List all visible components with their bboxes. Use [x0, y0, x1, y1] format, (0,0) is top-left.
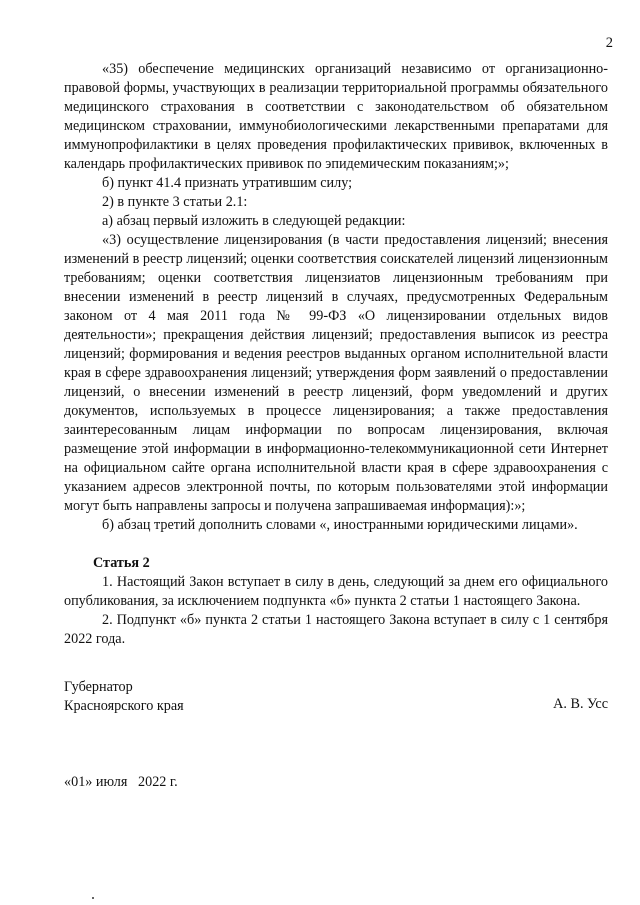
- document-body: [64, 60, 608, 649]
- signatory-title: [64, 678, 184, 716]
- article-2-item-2: 2. Подпункт «б» пункта 2 статьи 1 настоящего Закона вступает в силу с 1 сентября 2022 года.: [64, 612, 608, 647]
- paragraph-subpoint-a: а) абзац первый изложить в следующей редакции:: [102, 213, 406, 229]
- signatory-title-line-2: Красноярского края: [64, 698, 184, 714]
- signatory-title-line-1: Губернатор: [64, 679, 133, 695]
- paragraph-subpoint-b-2: б) абзац третий дополнить словами «, иностранными юридическими лицами».: [102, 517, 578, 533]
- paragraph-subpoint-b: б) пункт 41.4 признать утратившим силу;: [102, 175, 353, 191]
- paragraph-point-2: 2) в пункте 3 статьи 2.1:: [102, 194, 248, 210]
- page-number: 2: [605, 35, 613, 51]
- article-2-heading: Статья 2: [93, 555, 150, 571]
- paragraph-item-35: «35) обеспечение медицинских организаций независимо от организационно-правовой формы, участвующих в реализации территориальной программы обязательного медицинского страхования в соответствии с законодательством об обязательном медицинском страховании, иммунобиологическими лекарственными препаратами для иммунопрофилактики в целях проведения профилактических прививок, включенных в календарь профилактических прививок по эпидемическим показаниям;»;: [64, 61, 608, 172]
- stray-mark: [92, 897, 94, 899]
- signing-date: «01» июля 2022 г.: [64, 774, 178, 790]
- signatory-name: А. В. Усс: [553, 696, 608, 712]
- paragraph-licensing: «3) осуществление лицензирования (в части предоставления лицензий; внесения изменений в реестр лицензий; оценки соответствия соискателей лицензий лицензионным требованиям; оценки соответствия лицензиатов лицензионным требованиям при внесении изменений в реестр лицензий в случаях, предусмотренных Федеральным законом от 4 мая 2011 года № 99-ФЗ «О лицензировании отдельных видов деятельности»; прекращения действия лицензий; предоставления выписок из реестра лицензий; формирования и ведения реестров выданных органом исполнительной власти края в сфере здравоохранения лицензий; утверждения форм заявлений о предоставлении лицензий, о внесении изменений в реестр лицензий, форм уведомлений и других документов, используемых в процессе лицензирования; а также предоставления заинтересованным лицам информации по вопросам лицензирования, включая размещение этой информации в информационно-телекоммуникационной сети Интернет на официальном сайте органа исполнительной власти края в сфере здравоохранения с указанием адресов электронной почты, по которым пользователями этой информации могут быть направлены запросы и получена запрашиваемая информация):»;: [64, 232, 608, 514]
- article-2-item-1: 1. Настоящий Закон вступает в силу в день, следующий за днем его официального опубликования, за исключением подпункта «б» пункта 2 статьи 1 настоящего Закона.: [64, 574, 608, 609]
